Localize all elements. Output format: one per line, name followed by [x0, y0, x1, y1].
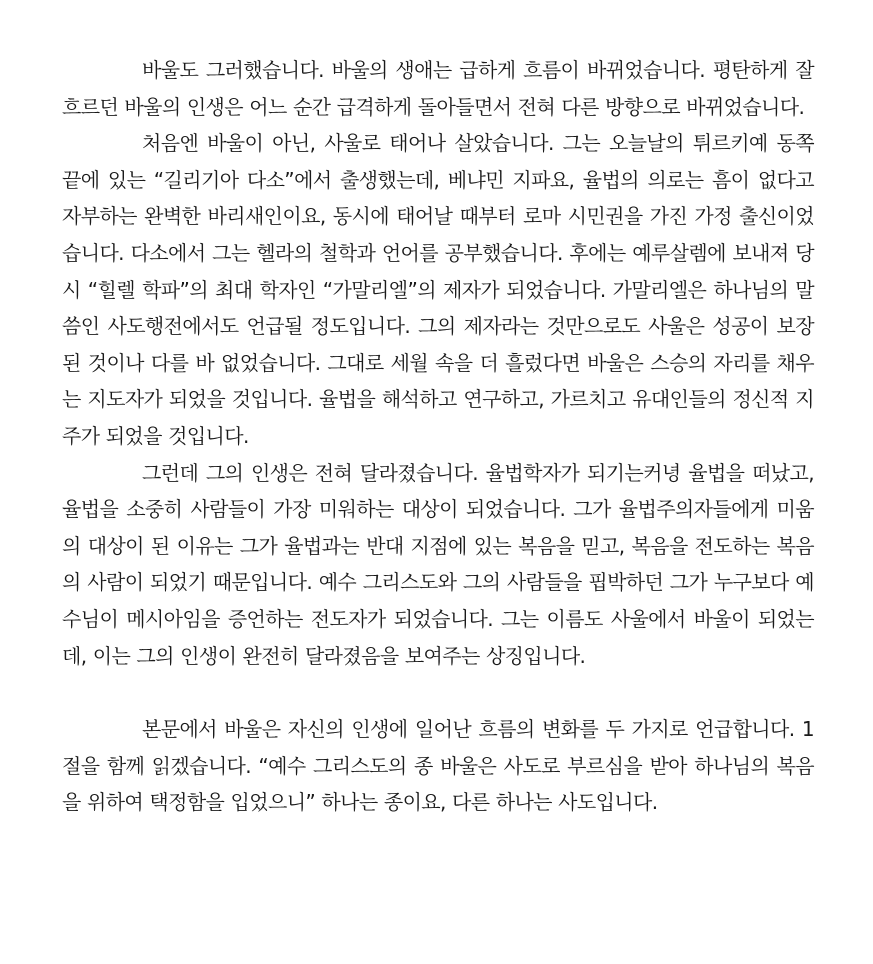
- paragraph-1: 바울도 그러했습니다. 바울의 생애는 급하게 흐름이 바뀌었습니다. 평탄하게 잘 흐르던 바울의 인생은 어느 순간 급격하게 돌아들면서 전혀 다른 방향으로 바뀌었습니다.: [62, 58, 814, 119]
- paragraph-2: 처음엔 바울이 아닌, 사울로 태어나 살았습니다. 그는 오늘날의 튀르키예 동쪽 끝에 있는 “길리기아 다소”에서 출생했는데, 베냐민 지파요, 율법의 의로는 흠이 없다고 자부하는 완벽한 바리새인이요, 동시에 태어날 때부터 로마 시민권을 가진 가정 출신이었습니다. 다소에서 그는 헬라의 철학과 언어를 공부했습니다. 후에는 예루살렘에 보내져 당시 “힐렐 학파”의 최대 학자인 “가말리엘”의 제자가 되었습니다. 가말리엘은 하나님의 말씀인 사도행전에서도 언급될 정도입니다. 그의 제자라는 것만으로도 사울은 성공이 보장된 것이나 다를 바 없었습니다. 그대로 세월 속을 더 흘렀다면 바울은 스승의 자리를 채우는 지도자가 되었을 것입니다. 율법을 해석하고 연구하고, 가르치고 유대인들의 정신적 지주가 되었을 것입니다.: [62, 131, 814, 448]
- paragraph-3: 그런데 그의 인생은 전혀 달라졌습니다. 율법학자가 되기는커녕 율법을 떠났고, 율법을 소중히 사람들이 가장 미워하는 대상이 되었습니다. 그가 율법주의자들에게 미움의 대상이 된 이유는 그가 율법과는 반대 지점에 있는 복음을 믿고, 복음을 전도하는 복음의 사람이 되었기 때문입니다. 예수 그리스도와 그의 사람들을 핍박하던 그가 누구보다 예수님이 메시아임을 증언하는 전도자가 되었습니다. 그는 이름도 사울에서 바울이 되었는데, 이는 그의 인생이 완전히 달라졌음을 보여주는 상징입니다.: [62, 460, 814, 668]
- document-body: [62, 52, 814, 821]
- paragraph-4: 본문에서 바울은 자신의 인생에 일어난 흐름의 변화를 두 가지로 언급합니다. 1절을 함께 읽겠습니다. “예수 그리스도의 종 바울은 사도로 부르심을 받아 하나님의 복음을 위하여 택정함을 입었으니” 하나는 종이요, 다른 하나는 사도입니다.: [62, 717, 814, 815]
- paragraph-gap: [62, 674, 814, 711]
